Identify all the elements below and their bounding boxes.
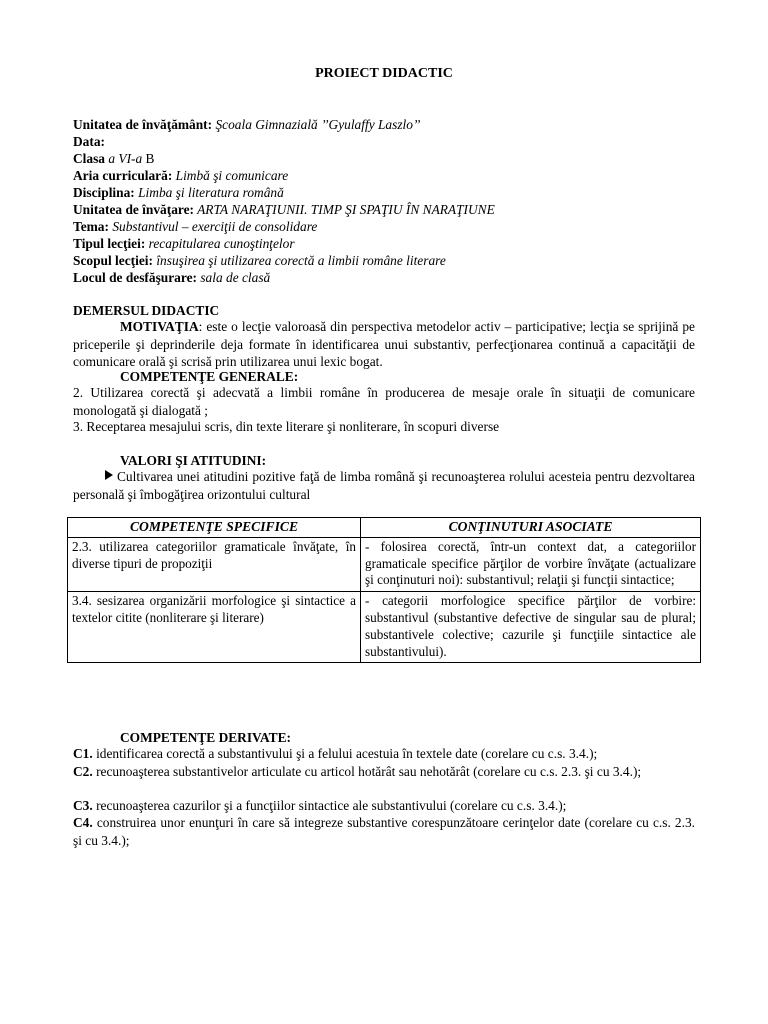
competente-derivate-heading: COMPETENŢE DERIVATE:: [120, 730, 292, 745]
info-value: a VI-a: [105, 151, 143, 166]
c-label: C2.: [73, 764, 93, 779]
competente-generale-heading: COMPETENŢE GENERALE:: [120, 369, 299, 384]
valori-paragraph: [73, 468, 695, 503]
info-label: Disciplina:: [73, 185, 135, 200]
table-row: [68, 537, 701, 591]
motivatia-label: MOTIVAŢIA: [120, 319, 199, 334]
info-data: [73, 133, 105, 150]
competenta-derivata-c2: [73, 763, 695, 781]
info-extra: B: [142, 151, 155, 166]
competenta-generala-2: 2. Utilizarea corectă şi adecvată a limbii române în producerea de mesaje orale în situaţii de comunicare monologată şi dialogată ;: [73, 385, 695, 418]
c-label: C4.: [73, 815, 93, 830]
c-label: C3.: [73, 798, 93, 813]
info-label: Clasa: [73, 151, 105, 166]
arrow-bullet-icon: [105, 470, 113, 480]
info-tipul: [73, 235, 295, 252]
competenta-derivata-c4: [73, 814, 695, 849]
c-text: recunoaşterea cazurilor şi a funcţiilor sintactice ale substantivului (corelare cu c.s. 3.4.);: [92, 798, 567, 813]
info-value: însuşirea şi utilizarea corectă a limbii române literare: [152, 253, 446, 268]
competente-table: [67, 517, 701, 663]
valori-heading: VALORI ŞI ATITUDINI:: [120, 453, 267, 468]
info-unitate: [73, 116, 420, 133]
competenta-derivata-c3: [73, 797, 695, 815]
document-title: PROIECT DIDACTIC: [315, 66, 453, 81]
info-value: recapitularea cunoştinţelor: [145, 236, 295, 251]
info-label: Tipul lecţiei:: [73, 236, 146, 251]
info-label: Unitatea de învăţare:: [73, 202, 194, 217]
info-label: Locul de desfăşurare:: [73, 270, 197, 285]
c-text: construirea unor enunţuri în care să integreze substantive corespunzătoare cerinţelor date (corelare cu c.s. 2.3. şi cu 3.4.);: [73, 815, 695, 848]
demers-heading: DEMERSUL DIDACTIC: [73, 303, 220, 318]
info-scopul: [73, 252, 446, 269]
table-cell: - folosirea corectă, într-un context dat, a categoriilor gramaticale specifice părţilor de vorbire învăţate (actualizare şi conţinuturi noi): substantivul; relaţii şi funcţii sintactice;: [361, 537, 701, 591]
motivatia-paragraph: [73, 318, 695, 371]
table-header-row: [68, 518, 701, 538]
competenta-generala-3: 3. Receptarea mesajului scris, din texte literare şi nonliterare, în scopuri diverse: [73, 419, 500, 434]
info-clasa: [73, 150, 154, 167]
info-value: Limbă şi comunicare: [172, 168, 289, 183]
motivatia-text: : este o lecţie valoroasă din perspectiva metodelor activ – participative; lecţia se sprijină pe priceperile şi deprinderile deja formate în identificarea unui substantiv, perfecţionarea continuă a capacităţii de comunicare orală şi scrisă prin utilizarea unui lexic bogat.: [73, 319, 695, 369]
info-tema: [73, 218, 317, 235]
info-label: Unitatea de învăţământ:: [73, 117, 213, 132]
competenta-derivata-c1: [73, 745, 695, 763]
info-value: ARTA NARAŢIUNII. TIMP ŞI SPAŢIU ÎN NARAŢIUNE: [194, 202, 495, 217]
info-label: Scopul lecţiei:: [73, 253, 153, 268]
c-label: C1.: [73, 746, 93, 761]
info-value: sala de clasă: [196, 270, 271, 285]
info-label: Tema:: [73, 219, 109, 234]
c-text: identificarea corectă a substantivului şi a felului acestuia în textele date (corelare cu c.s. 3.4.);: [92, 746, 598, 761]
table-header-competente: COMPETENŢE SPECIFICE: [68, 518, 361, 538]
valori-text: Cultivarea unei atitudini pozitive faţă de limba română şi recunoaşterea rolului acesteia pentru dezvoltarea personală şi îmbogăţirea orizontului cultural: [73, 469, 695, 502]
info-value: Substantivul – exerciţii de consolidare: [108, 219, 318, 234]
info-unitatea-invatare: [73, 201, 495, 218]
info-aria: [73, 167, 288, 184]
table-cell: 2.3. utilizarea categoriilor gramaticale învăţate, în diverse tipuri de propoziţii: [68, 537, 361, 591]
info-value: Şcoala Gimnazială ’’Gyulaffy Laszlo’’: [212, 117, 421, 132]
table-cell: 3.4. sesizarea organizării morfologice şi sintactice a textelor citite (nonliterare şi literare): [68, 592, 361, 663]
info-label: Data:: [73, 134, 105, 149]
table-header-continuturi: CONŢINUTURI ASOCIATE: [361, 518, 701, 538]
table-row: [68, 592, 701, 663]
table-cell: - categorii morfologice specifice părţilor de vorbire: substantivul (substantive defective de singular sau de plural; substantivele colective; cazurile şi funcţiile sintactice ale substantivului).: [361, 592, 701, 663]
c-text: recunoaşterea substantivelor articulate cu articol hotărât sau nehotărât (corelare cu c.s. 2.3. şi cu 3.4.);: [92, 764, 642, 779]
info-disciplina: [73, 184, 284, 201]
info-locul: [73, 269, 270, 286]
info-value: Limba şi literatura română: [134, 185, 284, 200]
info-label: Aria curriculară:: [73, 168, 173, 183]
